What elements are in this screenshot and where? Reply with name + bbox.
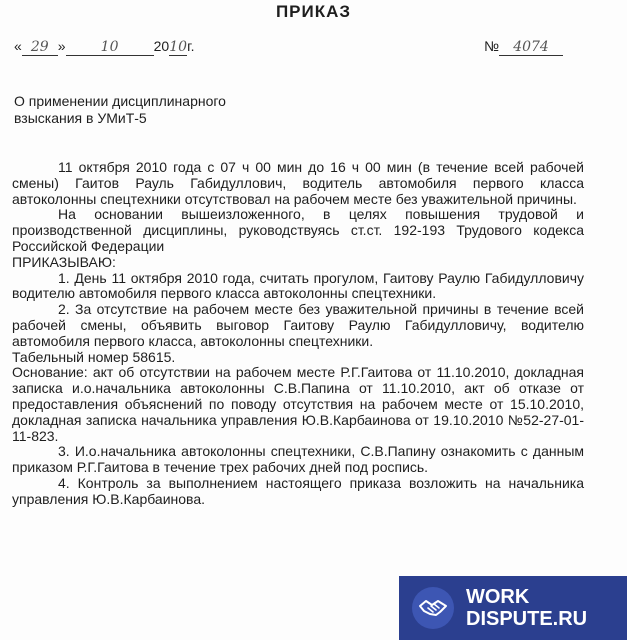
number-value: 4074	[499, 39, 563, 56]
date-quote-open: «	[14, 38, 22, 54]
paragraph-item-1: 1. День 11 октября 2010 года, считать прогулом, Гаитову Раулю Габидулловичу водителю автомобиля первого класса автоколонны спецтехники.	[12, 269, 584, 302]
logo-line-1: WORK	[466, 586, 530, 608]
order-date	[14, 38, 194, 56]
date-quote-close: »	[57, 38, 66, 54]
date-year-prefix: 20	[153, 38, 170, 54]
paragraph-item-3: 3. И.о.начальника автоколонны спецтехники, С.В.Папину ознакомить с данным приказом Р.Г.Гаитова в течение трех рабочих дней под роспись.	[12, 443, 584, 476]
logo-text	[466, 586, 587, 630]
document-title: ПРИКАЗ	[275, 2, 352, 21]
subject-line-2: взыскания в УМиТ-5	[14, 110, 147, 126]
date-year-end: г.	[187, 38, 195, 54]
date-year-suffix: 10	[169, 39, 188, 55]
date-month: 10	[66, 39, 154, 56]
paragraph-item-4: 4. Контроль за выполнением настоящего приказа возложить на начальника управления Ю.В.Карбаинова.	[12, 474, 584, 507]
order-body	[12, 160, 584, 508]
paragraph-item-2: 2. За отсутствие на рабочем месте без уважительной причины в течение всей рабочей смены, объявить выговор Гаитову Раулю Габидулловичу, водителю автомобиля первого класса, автоколонны спецтехники.	[12, 301, 584, 349]
paragraph-facts: 11 октября 2010 года с 07 ч 00 мин до 16 ч 00 мин (в течение всей рабочей смены) Гаитов Рауль Габидуллович, водитель автомобиля первого класса автоколонны спецтехники отсутствовал на рабочем месте без уважительной причины.	[12, 159, 584, 207]
paragraph-basis: На основании вышеизложенного, в целях повышения трудовой и производственной дисциплины, руководствуясь ст.ст. 192-193 Трудового кодекса Российской Федерации	[12, 206, 584, 254]
paragraph-grounds: Основание: акт об отсутствии на рабочем месте Р.Г.Гаитова от 11.10.2010, докладная записка и.о.начальника автоколонны С.В.Папина от 11.10.2010, акт об отказе от предоставления объяснений по поводу отсутствия на рабочем месте от 15.10.2010, докладная записка начальника управления Ю.В.Карбаинова от 19.10.2010 №52-27-01-11-823.	[12, 364, 584, 444]
paragraph-tab-number: Табельный номер 58615.	[12, 348, 176, 365]
subject-line-1: О применении дисциплинарного	[14, 93, 226, 109]
site-logo	[399, 576, 627, 640]
paragraph-order-word: ПРИКАЗЫВАЮ:	[12, 253, 116, 270]
order-subject	[14, 93, 294, 127]
number-label: №	[484, 38, 500, 54]
order-number	[484, 38, 563, 56]
date-day: 29	[22, 39, 58, 56]
logo-line-2: DISPUTE.RU	[466, 608, 588, 630]
handshake-icon	[412, 587, 454, 629]
